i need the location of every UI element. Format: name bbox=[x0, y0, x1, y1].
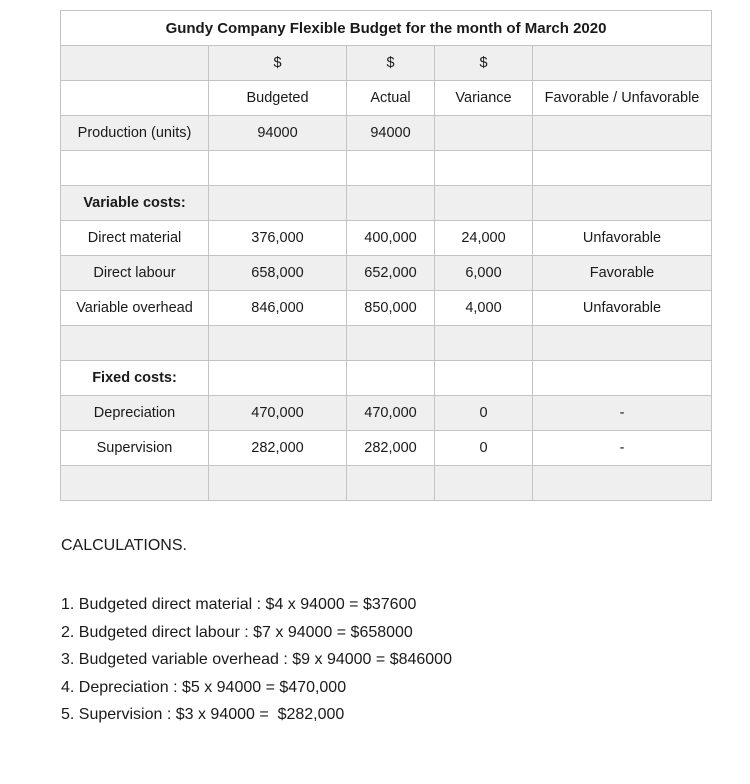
section-label: Fixed costs: bbox=[61, 361, 209, 396]
section-label: Variable costs: bbox=[61, 186, 209, 221]
table-row bbox=[61, 466, 712, 501]
status-value bbox=[533, 151, 712, 186]
variance-value bbox=[435, 151, 533, 186]
currency-cell bbox=[533, 46, 712, 81]
row-label bbox=[61, 466, 209, 501]
column-header-budgeted: Budgeted bbox=[209, 81, 347, 116]
currency-cell bbox=[61, 46, 209, 81]
table-title: Gundy Company Flexible Budget for the month of March 2020 bbox=[61, 11, 712, 46]
budgeted-value: 658,000 bbox=[209, 256, 347, 291]
table-row bbox=[61, 396, 712, 431]
actual-value: 850,000 bbox=[347, 291, 435, 326]
budgeted-value bbox=[209, 186, 347, 221]
variance-value: 0 bbox=[435, 431, 533, 466]
actual-value: 282,000 bbox=[347, 431, 435, 466]
status-value bbox=[533, 186, 712, 221]
table-row bbox=[61, 431, 712, 466]
budgeted-value: 376,000 bbox=[209, 221, 347, 256]
table-row bbox=[61, 256, 712, 291]
column-header bbox=[61, 81, 209, 116]
flexible-budget-table bbox=[60, 10, 712, 501]
row-label: Depreciation bbox=[61, 396, 209, 431]
status-value bbox=[533, 361, 712, 396]
column-header-status: Favorable / Unfavorable bbox=[533, 81, 712, 116]
row-label: Direct labour bbox=[61, 256, 209, 291]
variance-value bbox=[435, 116, 533, 151]
currency-cell: $ bbox=[209, 46, 347, 81]
budgeted-value bbox=[209, 466, 347, 501]
calculation-item: 5. Supervision : $3 x 94000 = $282,000 bbox=[61, 706, 345, 723]
calculation-item: 1. Budgeted direct material : $4 x 94000 = $37600 bbox=[61, 596, 417, 613]
budgeted-value: 94000 bbox=[209, 116, 347, 151]
variance-value: 24,000 bbox=[435, 221, 533, 256]
variance-value: 4,000 bbox=[435, 291, 533, 326]
budgeted-value bbox=[209, 326, 347, 361]
actual-value: 400,000 bbox=[347, 221, 435, 256]
status-value: Unfavorable bbox=[533, 221, 712, 256]
budgeted-value: 470,000 bbox=[209, 396, 347, 431]
table-row bbox=[61, 116, 712, 151]
table-row bbox=[61, 326, 712, 361]
calculation-item: 4. Depreciation : $5 x 94000 = $470,000 bbox=[61, 678, 347, 696]
section-row bbox=[61, 361, 712, 396]
status-value bbox=[533, 466, 712, 501]
variance-value bbox=[435, 466, 533, 501]
variance-value bbox=[435, 326, 533, 361]
row-label: Variable overhead bbox=[61, 291, 209, 326]
row-label bbox=[61, 151, 209, 186]
status-value bbox=[533, 326, 712, 361]
actual-value bbox=[347, 361, 435, 396]
column-header-variance: Variance bbox=[435, 81, 533, 116]
section-row bbox=[61, 186, 712, 221]
title-row bbox=[61, 11, 712, 46]
actual-value: 94000 bbox=[347, 116, 435, 151]
status-value: Favorable bbox=[533, 256, 712, 291]
table-row bbox=[61, 221, 712, 256]
currency-cell: $ bbox=[435, 46, 533, 81]
column-header-actual: Actual bbox=[347, 81, 435, 116]
row-label bbox=[61, 326, 209, 361]
actual-value bbox=[347, 151, 435, 186]
status-value: - bbox=[533, 431, 712, 466]
budgeted-value bbox=[209, 151, 347, 186]
actual-value bbox=[347, 186, 435, 221]
calculation-item: 3. Budgeted variable overhead : $9 x 94000 = $846000 bbox=[61, 651, 452, 668]
budgeted-value: 846,000 bbox=[209, 291, 347, 326]
actual-value: 470,000 bbox=[347, 396, 435, 431]
row-label: Supervision bbox=[61, 431, 209, 466]
row-label: Production (units) bbox=[61, 116, 209, 151]
variance-value bbox=[435, 186, 533, 221]
status-value: Unfavorable bbox=[533, 291, 712, 326]
actual-value bbox=[347, 326, 435, 361]
status-value bbox=[533, 116, 712, 151]
calculation-item: 2. Budgeted direct labour : $7 x 94000 = $658000 bbox=[61, 623, 413, 641]
actual-value bbox=[347, 466, 435, 501]
table-row bbox=[61, 151, 712, 186]
header-row bbox=[61, 81, 712, 116]
budgeted-value: 282,000 bbox=[209, 431, 347, 466]
status-value: - bbox=[533, 396, 712, 431]
calculations-heading: CALCULATIONS. bbox=[61, 537, 187, 554]
variance-value: 0 bbox=[435, 396, 533, 431]
currency-cell: $ bbox=[347, 46, 435, 81]
variance-value: 6,000 bbox=[435, 256, 533, 291]
currency-row bbox=[61, 46, 712, 81]
table-row bbox=[61, 291, 712, 326]
calculations-list bbox=[61, 591, 452, 729]
variance-value bbox=[435, 361, 533, 396]
row-label: Direct material bbox=[61, 221, 209, 256]
budgeted-value bbox=[209, 361, 347, 396]
actual-value: 652,000 bbox=[347, 256, 435, 291]
